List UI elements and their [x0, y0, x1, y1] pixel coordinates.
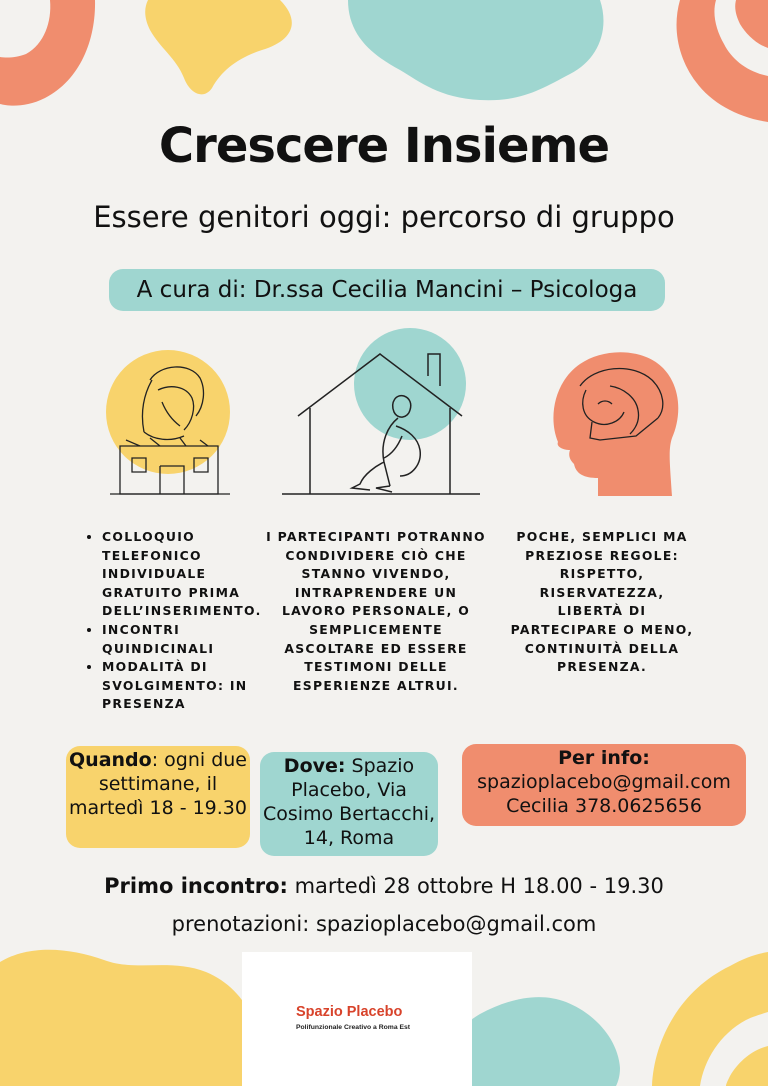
booking-info[interactable]: prenotazioni: spazioplacebo@gmail.com	[171, 912, 597, 936]
yellow-blob-top	[145, 0, 292, 94]
logo-name: Spazio Placebo	[296, 1004, 403, 1020]
logo-tagline: Polifunzionale Creativo a Roma Est	[296, 1024, 411, 1031]
teal-blob-top	[348, 0, 603, 100]
list-item: • INCONTRI QUINDICINALI	[102, 621, 274, 658]
where-box	[260, 752, 438, 856]
info-phone[interactable]: Cecilia 378.0625656	[506, 795, 702, 817]
where-label: Dove:	[283, 755, 346, 777]
info-column-left	[84, 528, 274, 714]
when-text: : ogni due settimane, il martedì 18 - 19.30	[69, 749, 247, 819]
info-column-center: I PARTECIPANTI POTRANNO CONDIVIDERE CIÒ CHE STANNO VIVENDO, INTRAPRENDERE UN LAVORO PERSONALE, O SEMPLICEMENTE ASCOLTARE ED ESSERE TESTIMONI DELLE ESPERIENZE ALTRUI.	[266, 529, 486, 693]
person-hugging-knees-on-house-icon	[100, 350, 240, 500]
where-text: Spazio Placebo, Via Cosimo Bertacchi, 14, Roma	[262, 755, 436, 849]
info-email[interactable]: spazioplacebo@gmail.com	[477, 771, 731, 793]
info-column-right: POCHE, SEMPLICI MA PREZIOSE REGOLE: RISPETTO, RISERVATEZZA, LIBERTÀ DI PARTECIPARE O MENO, CONTINUITÀ DELLA PRESENZA.	[510, 529, 694, 675]
when-box	[66, 746, 250, 848]
first-meeting-label: Primo incontro:	[104, 874, 288, 898]
first-meeting-text: martedì 28 ottobre H 18.00 - 19.30	[287, 874, 664, 898]
page-subtitle: Essere genitori oggi: percorso di gruppo	[93, 200, 675, 234]
list-item: • COLLOQUIO TELEFONICO INDIVIDUALE GRATUITO PRIMA DELL’INSERIMENTO.	[102, 528, 274, 621]
info-box	[462, 744, 746, 826]
curator-badge: A cura di: Dr.ssa Cecilia Mancini – Psicologa	[109, 269, 665, 311]
first-meeting	[0, 874, 768, 898]
yellow-blob-bottom-left	[0, 950, 258, 1086]
list-item: • MODALITÀ DI SVOLGIMENTO: IN PRESENZA	[102, 658, 274, 714]
info-label: Per info:	[558, 747, 650, 769]
spazio-placebo-logo	[242, 952, 472, 1086]
coral-blob-top-left	[0, 0, 95, 106]
when-label: Quando	[69, 749, 152, 771]
person-sitting-in-house-icon	[280, 326, 480, 496]
person-curled-in-head-icon	[540, 346, 690, 496]
page-title: Crescere Insieme	[158, 118, 610, 174]
